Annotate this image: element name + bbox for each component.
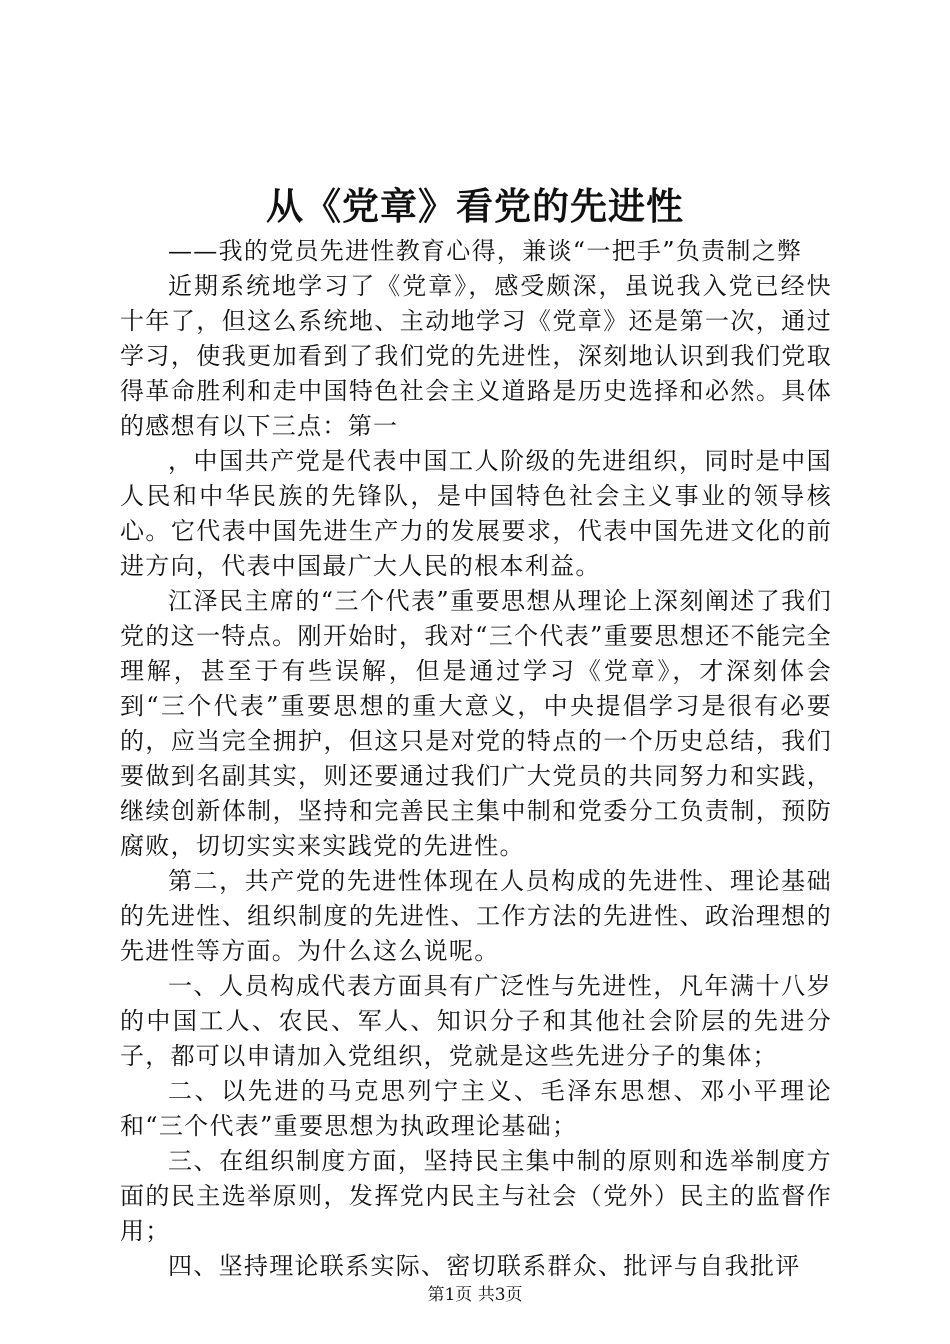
body-paragraph: 二、以先进的马克思列宁主义、毛泽东思想、邓小平理论和“三个代表”重要思想为执政理论基础； xyxy=(120,1077,832,1140)
document-title: 从《党章》看党的先进性 xyxy=(266,184,684,228)
subtitle-paragraph: ——我的党员先进性教育心得，兼谈“一把手”负责制之弊 xyxy=(168,237,803,265)
body-paragraph: ，中国共产党是代表中国工人阶级的先进组织，同时是中国人民和中华民族的先锋队，是中国特色社会主义事业的领导核心。它代表中国先进生产力的发展要求，代表中国先进文化的前进方向，代表中国最广大人民的根本利益。 xyxy=(120,447,832,580)
body-paragraph: 江泽民主席的“三个代表”重要思想从理论上深刻阐述了我们党的这一特点。刚开始时，我对“三个代表”重要思想还不能完全理解，甚至于有些误解，但是通过学习《党章》，才深刻体会到“三个代表”重要思想的重大意义，中央提倡学习是很有必要的，应当完全拥护，但这只是对党的特点的一个历史总结，我们要做到名副其实，则还要通过我们广大党员的共同努力和实践，继续创新体制，坚持和完善民主集中制和党委分工负责制，预防腐败，切切实实来实践党的先进性。 xyxy=(120,587,832,860)
body-paragraph: 第二，共产党的先进性体现在人员构成的先进性、理论基础的先进性、组织制度的先进性、工作方法的先进性、政治理想的先进性等方面。为什么这么说呢。 xyxy=(120,867,832,965)
body-paragraph: 三、在组织制度方面，坚持民主集中制的原则和选举制度方面的民主选举原则，发挥党内民主与社会（党外）民主的监督作用； xyxy=(120,1147,832,1245)
document-body xyxy=(120,234,832,1284)
body-paragraph: 四、坚持理论联系实际、密切联系群众、批评与自我批评 xyxy=(168,1252,801,1280)
body-paragraph: 近期系统地学习了《党章》，感受颇深，虽说我入党已经快十年了，但这么系统地、主动地学习《党章》还是第一次，通过学习，使我更加看到了我们党的先进性，深刻地认识到我们党取得革命胜利和走中国特色社会主义道路是历史选择和必然。具体的感想有以下三点：第一 xyxy=(120,272,832,440)
page-number-footer: 第1页 共3页 xyxy=(427,1285,523,1305)
body-paragraph: 一、人员构成代表方面具有广泛性与先进性，凡年满十八岁的中国工人、农民、军人、知识分子和其他社会阶层的先进分子，都可以申请加入党组织，党就是这些先进分子的集体； xyxy=(120,972,832,1070)
